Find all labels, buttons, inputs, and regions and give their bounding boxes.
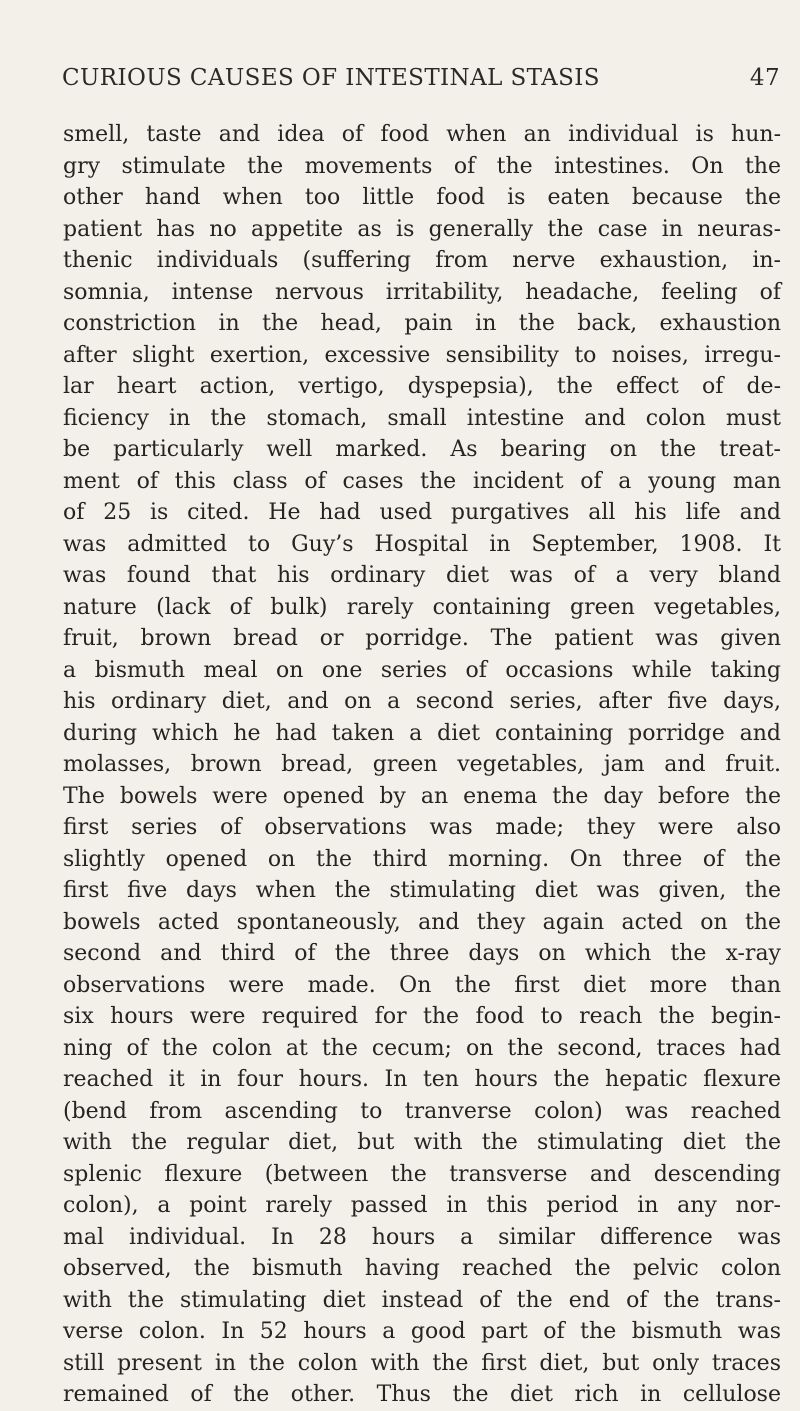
text-line: ning of the colon at the cecum; on the second, traces had bbox=[63, 1035, 781, 1061]
text-line: his ordinary diet, and on a second series, after five days, bbox=[63, 689, 781, 714]
text-line: other hand when too little food is eaten because the bbox=[63, 185, 781, 210]
text-line: constriction in the head, pain in the back, exhaustion bbox=[63, 311, 781, 336]
text-line: splenic flexure (between the transverse and descending bbox=[63, 1161, 781, 1187]
text-line: still present in the colon with the first diet, but only traces bbox=[63, 1350, 781, 1376]
text-line: thenic individuals (suffering from nerve exhaustion, in- bbox=[63, 248, 781, 273]
text-line: nature (lack of bulk) rarely containing green vegetables, bbox=[63, 594, 781, 620]
text-line: fruit, brown bread or porridge. The patient was given bbox=[63, 626, 781, 651]
text-line: ficiency in the stomach, small intestine and colon must bbox=[63, 405, 781, 431]
text-line: observed, the bismuth having reached the pelvic colon bbox=[63, 1256, 781, 1281]
text-line: second and third of the three days on which the x-ray bbox=[63, 941, 781, 966]
text-line: lar heart action, vertigo, dyspepsia), the effect of de- bbox=[63, 374, 781, 399]
text-line: reached it in four hours. In ten hours the hepatic flexure bbox=[63, 1067, 781, 1092]
body-text bbox=[63, 119, 781, 1411]
text-line: with the stimulating diet instead of the end of the trans- bbox=[63, 1287, 781, 1313]
text-line: after slight exertion, excessive sensibility to noises, irregu- bbox=[63, 342, 781, 368]
text-line: molasses, brown bread, green vegetables, jam and fruit. bbox=[63, 752, 781, 777]
text-line: observations were made. On the first diet more than bbox=[63, 972, 781, 998]
text-line: was admitted to Guy’s Hospital in September, 1908. It bbox=[63, 531, 781, 557]
text-line: of 25 is cited. He had used purgatives all his life and bbox=[63, 500, 781, 525]
text-line: a bismuth meal on one series of occasions while taking bbox=[63, 657, 781, 683]
text-line: bowels acted spontaneously, and they again acted on the bbox=[63, 909, 781, 935]
text-line: (bend from ascending to tranverse colon) was reached bbox=[63, 1098, 781, 1124]
text-line: during which he had taken a diet containing porridge and bbox=[63, 720, 781, 746]
text-line: first series of observations was made; they were also bbox=[63, 815, 781, 840]
text-line: gry stimulate the movements of the intestines. On the bbox=[63, 153, 781, 179]
text-line: patient has no appetite as is generally the case in neuras- bbox=[63, 216, 781, 242]
running-title: CURIOUS CAUSES OF INTESTINAL STASIS bbox=[62, 65, 600, 91]
text-line: with the regular diet, but with the stimulating diet the bbox=[63, 1130, 781, 1155]
text-line: mal individual. In 28 hours a similar difference was bbox=[63, 1224, 781, 1250]
running-head bbox=[62, 60, 780, 100]
text-line: ment of this class of cases the incident of a young man bbox=[63, 468, 781, 494]
text-line: The bowels were opened by an enema the day before the bbox=[63, 783, 781, 809]
page-number: 47 bbox=[749, 65, 780, 91]
text-line: be particularly well marked. As bearing on the treat- bbox=[63, 437, 781, 462]
text-line: smell, taste and idea of food when an individual is hun- bbox=[63, 122, 781, 147]
text-line: first five days when the stimulating diet was given, the bbox=[63, 878, 781, 903]
text-line: was found that his ordinary diet was of a very bland bbox=[63, 563, 781, 588]
text-line: colon), a point rarely passed in this period in any nor- bbox=[63, 1193, 781, 1218]
text-line: remained of the other. Thus the diet rich in cellulose bbox=[63, 1382, 781, 1407]
text-line: somnia, intense nervous irritability, headache, feeling of bbox=[63, 279, 781, 305]
text-line: slightly opened on the third morning. On three of the bbox=[63, 846, 781, 872]
text-line: six hours were required for the food to reach the begin- bbox=[63, 1004, 781, 1029]
text-line: verse colon. In 52 hours a good part of the bismuth was bbox=[63, 1319, 781, 1344]
